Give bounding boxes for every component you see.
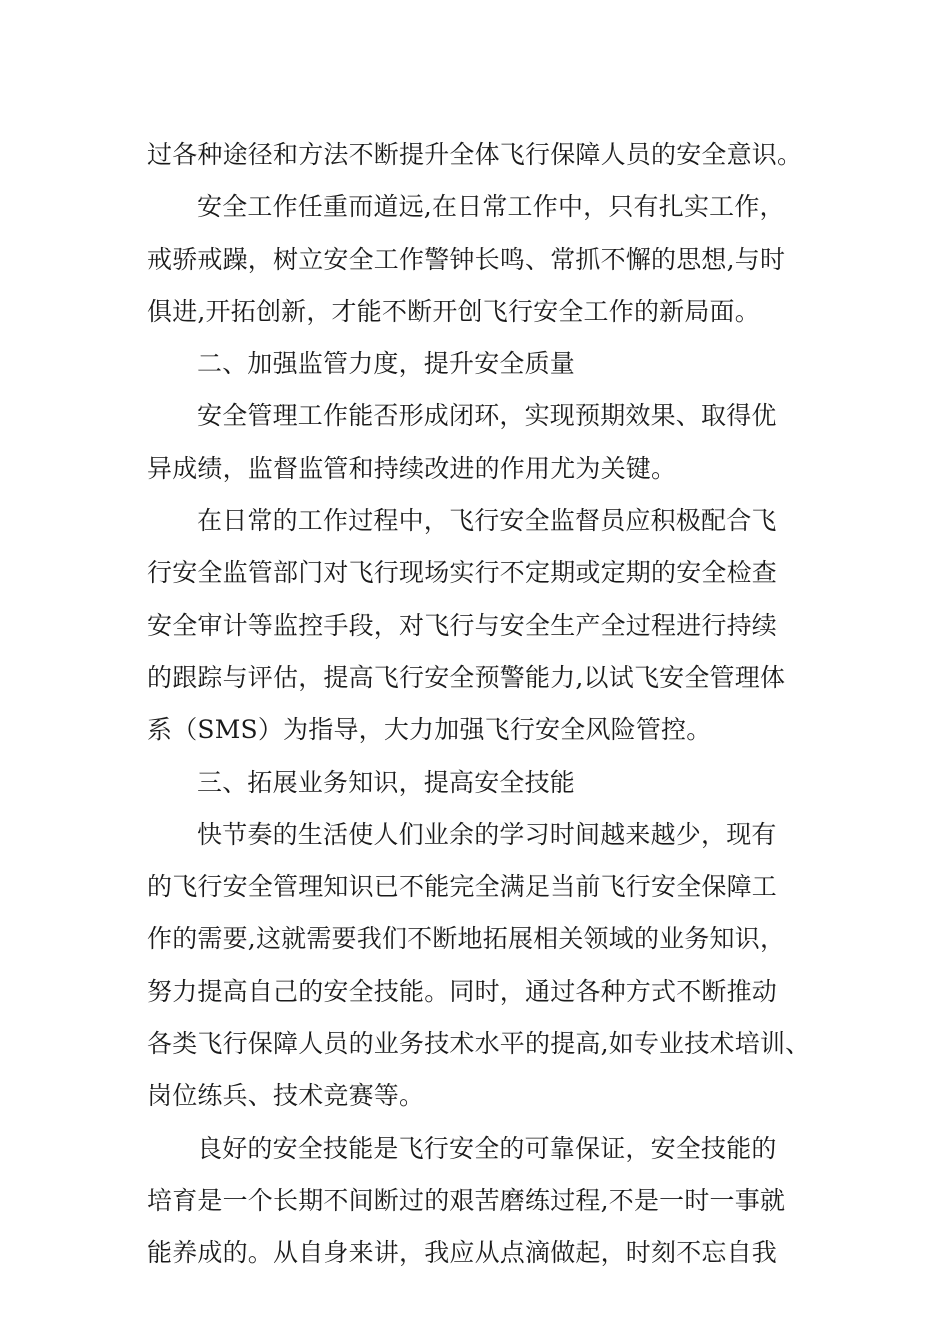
text-line: 努力提高自己的安全技能。同时，通过各种方式不断推动 — [147, 976, 778, 1006]
paragraph-6 — [147, 1123, 811, 1280]
heading-text: 三、拓展业务知识，提高安全技能 — [197, 767, 576, 797]
heading-text: 二、加强监管力度，提升安全质量 — [197, 349, 576, 379]
paragraph-2 — [147, 181, 811, 338]
text-line: 在日常的工作过程中，飞行安全监督员应积极配合飞 — [197, 506, 777, 536]
text-line: 俱进,开拓创新，才能不断开创飞行安全工作的新局面。 — [147, 296, 760, 326]
text-line: 的跟踪与评估，提高飞行安全预警能力,以试飞安全管理体 — [147, 662, 786, 692]
text-line: 安全审计等监控手段，对飞行与安全生产全过程进行持续 — [147, 610, 778, 640]
text-line: 行安全监管部门对飞行现场实行不定期或定期的安全检查 — [147, 558, 778, 588]
text-line: 异成绩，监督监管和持续改进的作用尤为关键。 — [147, 453, 677, 483]
paragraph-4 — [147, 495, 811, 756]
text-line: 各类飞行保障人员的业务技术水平的提高,如专业技术培训、 — [147, 1029, 811, 1059]
section-heading-2 — [147, 338, 811, 390]
text-line: 良好的安全技能是飞行安全的可靠保证，安全技能的 — [197, 1133, 777, 1163]
paragraph-5 — [147, 809, 811, 1123]
text-line: 过各种途径和方法不断提升全体飞行保障人员的安全意识。 — [147, 140, 803, 169]
document-body — [147, 129, 811, 1280]
text-line: 作的需要,这就需要我们不断地拓展相关领域的业务知识， — [147, 924, 786, 954]
section-heading-3 — [147, 757, 811, 809]
text-line: 戒骄戒躁，树立安全工作警钟长鸣、常抓不懈的思想,与时 — [147, 244, 786, 274]
text-line: 系（SMS）为指导，大力加强飞行安全风险管控。 — [147, 715, 712, 745]
text-line: 快节奏的生活使人们业余的学习时间越来越少，现有 — [197, 819, 777, 849]
paragraph-1 — [147, 129, 811, 181]
text-line: 岗位练兵、技术竞赛等。 — [147, 1081, 425, 1111]
text-line: 安全管理工作能否形成闭环，实现预期效果、取得优 — [197, 401, 777, 431]
paragraph-3 — [147, 390, 811, 495]
text-line: 的飞行安全管理知识已不能完全满足当前飞行安全保障工 — [147, 872, 778, 902]
text-line: 能养成的。从自身来讲，我应从点滴做起，时刻不忘自我 — [147, 1238, 778, 1268]
text-line: 培育是一个长期不间断过的艰苦磨练过程,不是一时一事就 — [147, 1185, 786, 1215]
text-line: 安全工作任重而道远,在日常工作中，只有扎实工作， — [197, 192, 785, 222]
